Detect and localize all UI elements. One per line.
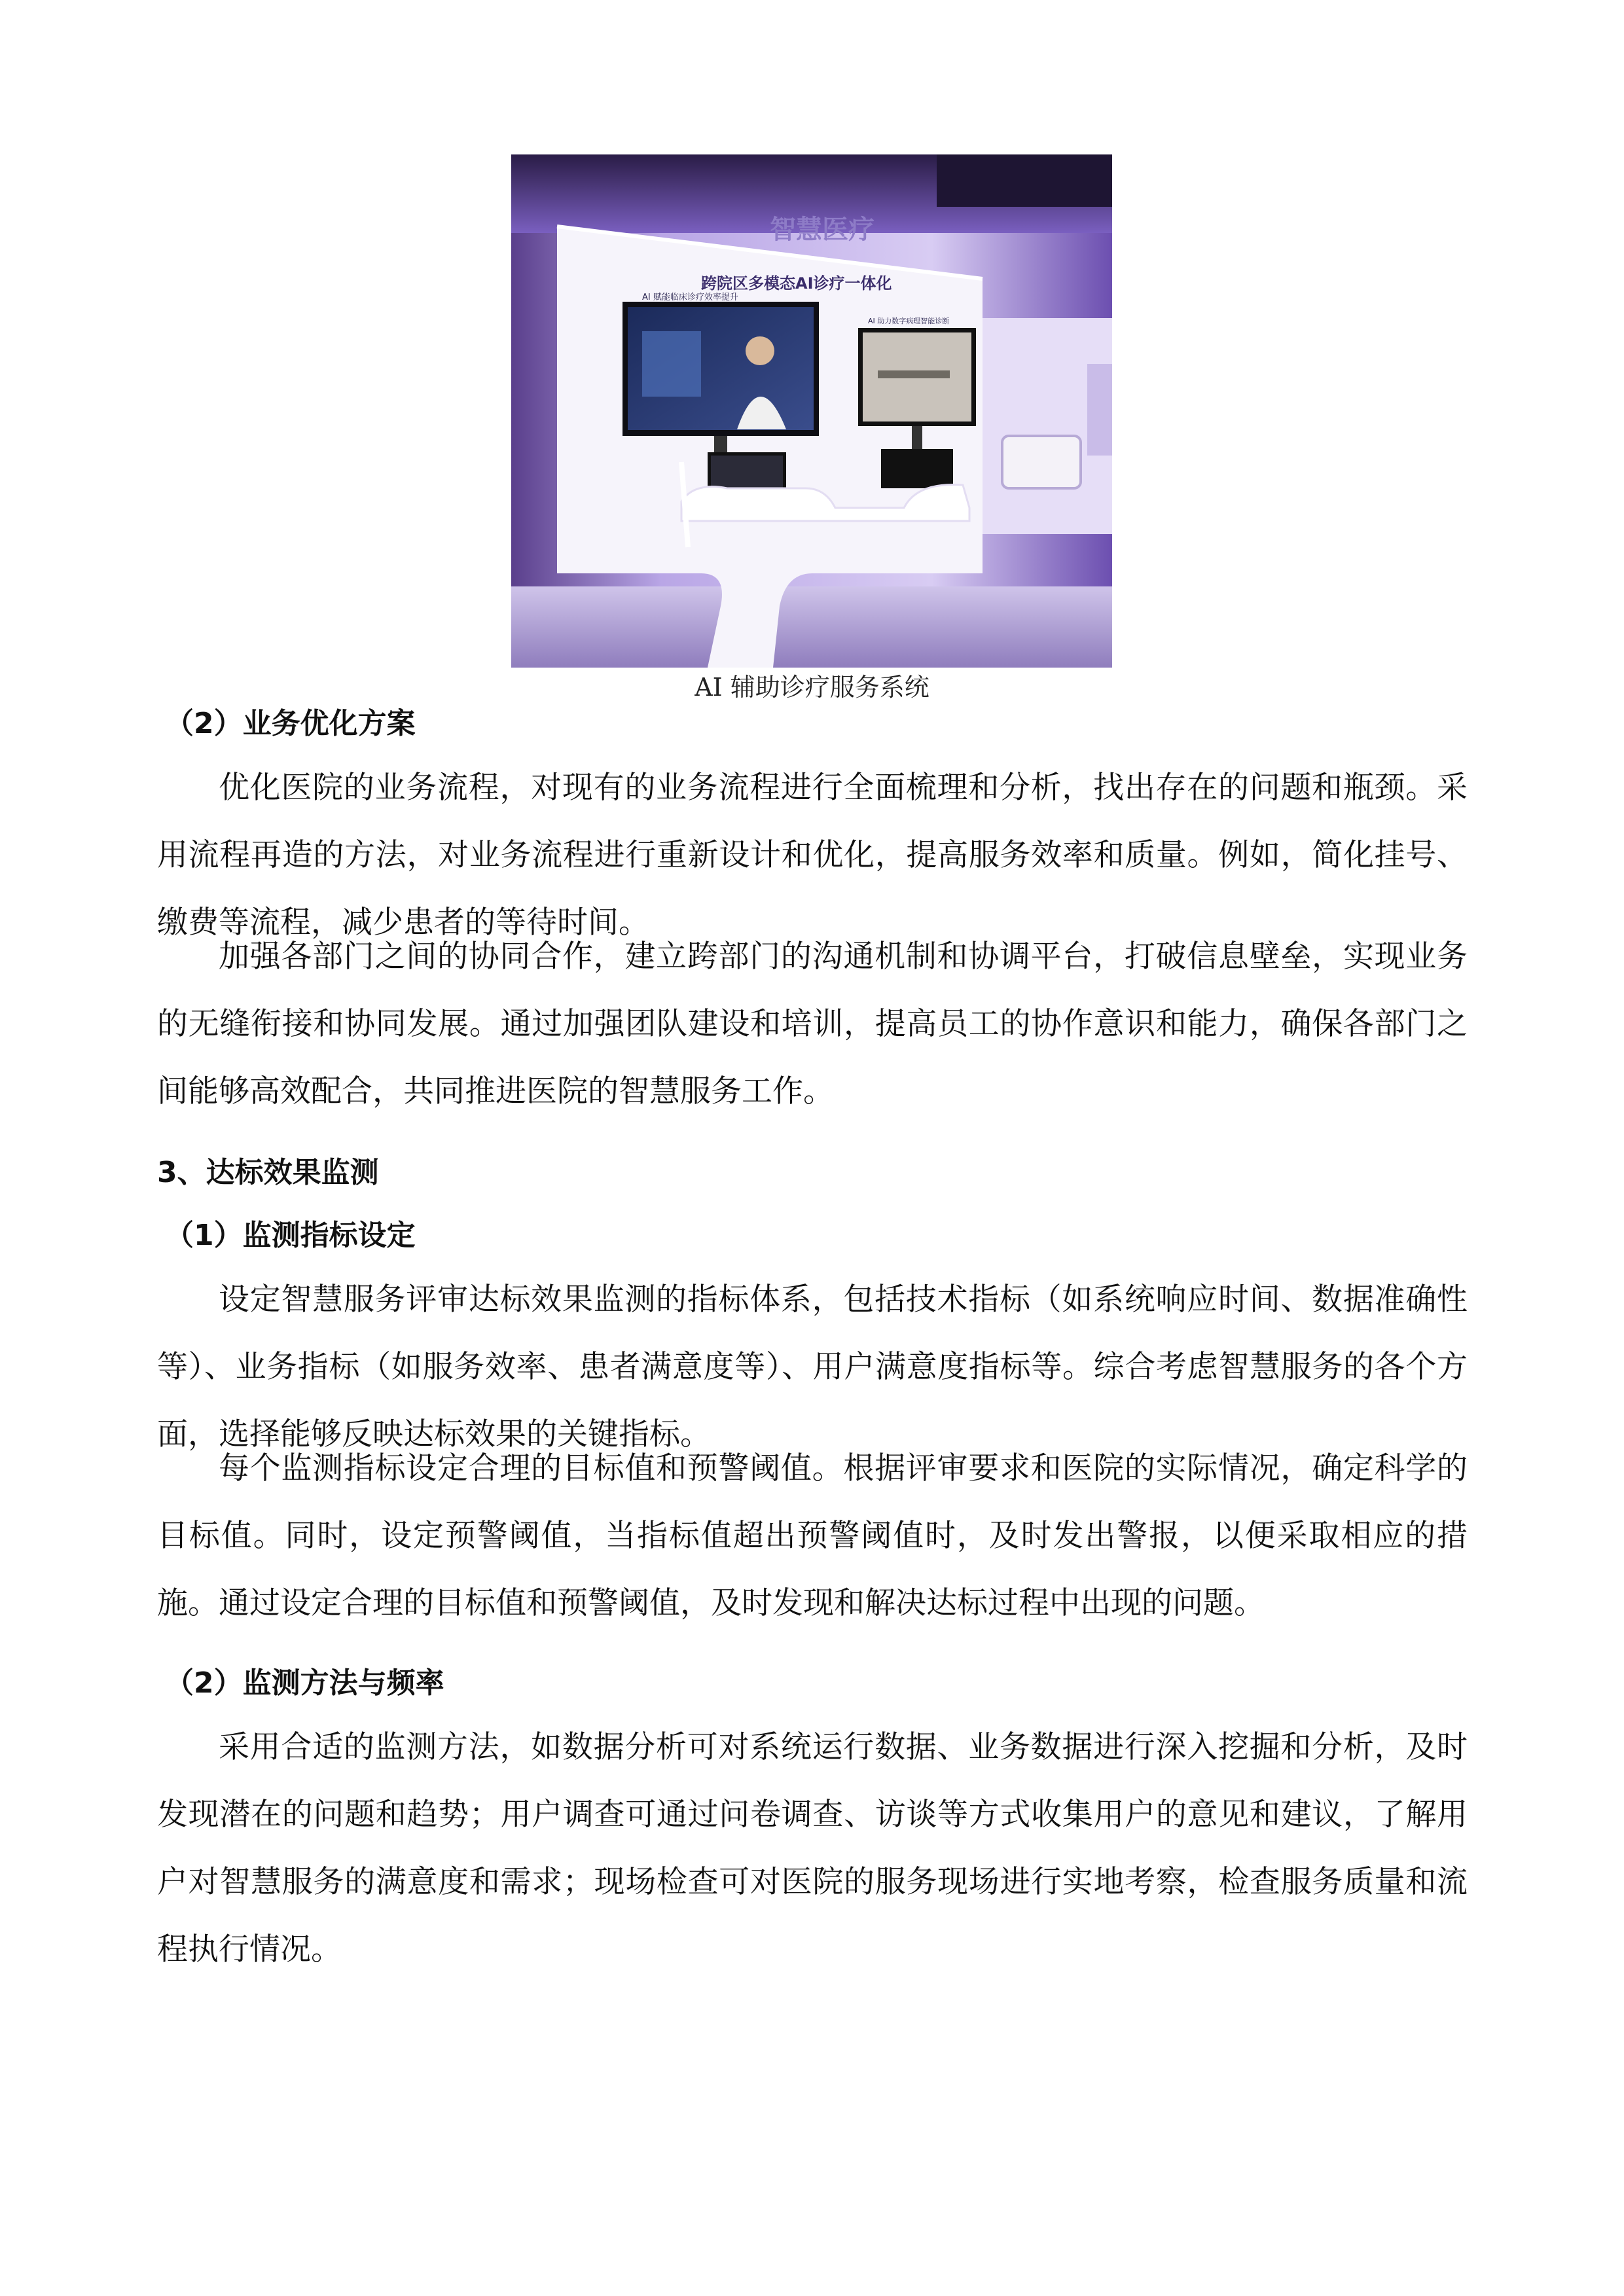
exhibition-photo	[511, 154, 1112, 668]
screen-right-title: AI 助力数字病理智能诊断	[868, 317, 950, 325]
paragraph-methods-1: 采用合适的监测方法，如数据分析可对系统运行数据、业务数据进行深入挖掘和分析，及时发现潜在的问题和趋势；用户调查可通过问卷调查、访谈等方式收集用户的意见和建议，了解用户对智慧服务的满意度和需求；现场检查可对医院的服务现场进行实地考察，检查服务质量和流程执行情况。	[157, 1729, 1468, 1967]
exhibition-photo-illustration	[511, 154, 1112, 668]
paragraph-business-2: 加强各部门之间的协同合作，建立跨部门的沟通机制和协调平台，打破信息壁垒，实现业务的无缝衔接和协同发展。通过加强团队建设和培训，提高员工的协作意识和能力，确保各部门之间能够高效配合，共同推进医院的智慧服务工作。	[157, 939, 1468, 1109]
paragraph-indicators-2: 每个监测指标设定合理的目标值和预警阈值。根据评审要求和医院的实际情况，确定科学的目标值。同时，设定预警阈值，当指标值超出预警阈值时，及时发出警报，以便采取相应的措施。通过设定合理的目标值和预警阈值，及时发现和解决达标过程中出现的问题。	[157, 1450, 1468, 1621]
figure-caption: AI 辅助诊疗服务系统	[695, 673, 929, 702]
sign-text: 智慧医疗	[770, 215, 875, 245]
paragraph-business-1: 优化医院的业务流程，对现有的业务流程进行全面梳理和分析，找出存在的问题和瓶颈。采用流程再造的方法，对业务流程进行重新设计和优化，提高服务效率和质量。例如，简化挂号、缴费等流程，减少患者的等待时间。	[157, 770, 1468, 941]
screen-left-title: AI 赋能临床诊疗效率提升	[642, 293, 738, 302]
banner-text: 跨院区多模态AI诊疗一体化	[701, 274, 892, 293]
section-heading-methods-frequency: （2）监测方法与频率	[165, 1666, 444, 1700]
paragraph-indicators-1: 设定智慧服务评审达标效果监测的指标体系，包括技术指标（如系统响应时间、数据准确性等）、业务指标（如服务效率、患者满意度等）、用户满意度指标等。综合考虑智慧服务的各个方面，选择能够反映达标效果的关键指标。	[157, 1282, 1468, 1452]
section-heading-monitoring: 3、达标效果监测	[157, 1156, 379, 1189]
section-heading-indicator-setting: （1）监测指标设定	[165, 1219, 416, 1252]
section-heading-business-optimization: （2）业务优化方案	[165, 707, 416, 740]
